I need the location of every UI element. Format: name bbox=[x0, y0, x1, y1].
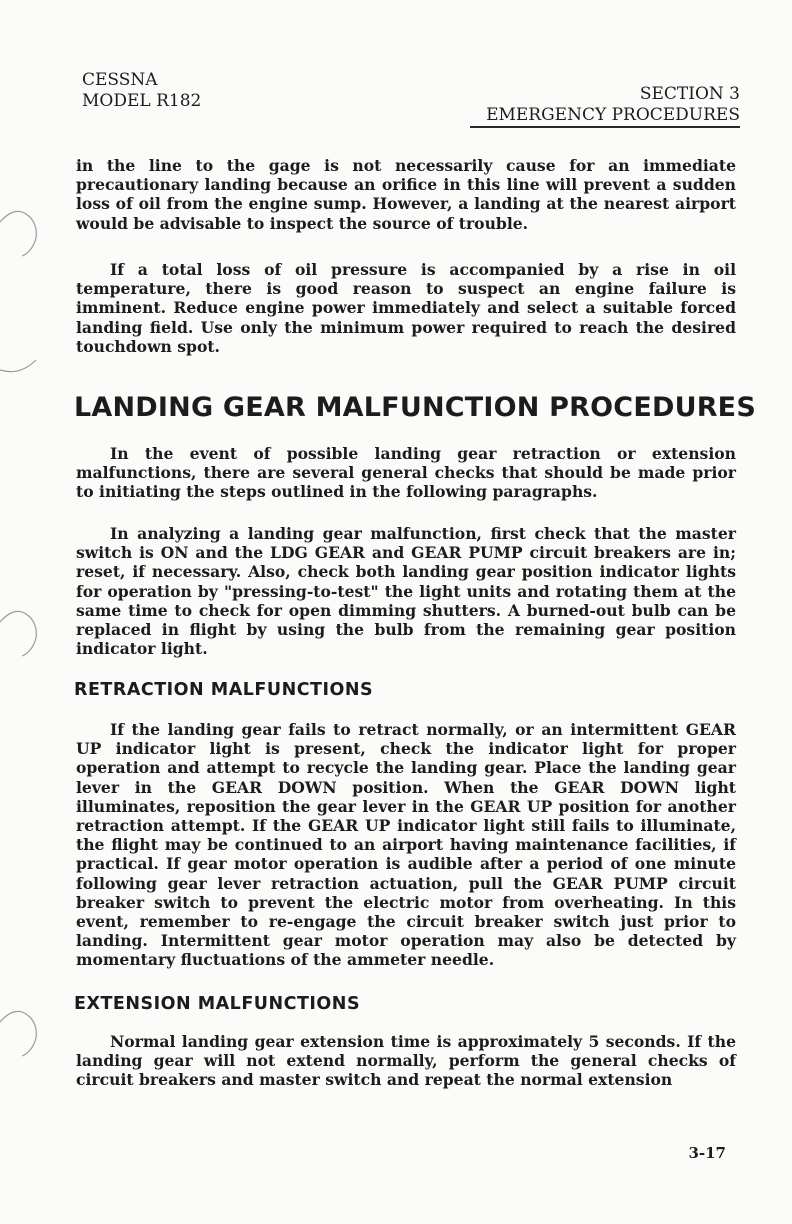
binding-hole-mark bbox=[0, 1000, 40, 1060]
paragraph-text: In analyzing a landing gear malfunction, first check that the master switch is ON and the LDG GEAR and GEAR PUMP circuit breakers are in; reset, if necessary. Also, check both landing gear position indicator lights for operation by "pressing-to-test" the light units and rotating them at the same time to check for open dimming shutters. A burned-out bulb can be replaced in flight by using the bulb from the remaining gear position indicator light. bbox=[76, 524, 736, 659]
paragraph-oil-pressure bbox=[76, 260, 736, 356]
binding-hole-mark bbox=[0, 340, 40, 400]
page-number: 3-17 bbox=[688, 1144, 726, 1162]
header-rule bbox=[470, 126, 740, 128]
paragraph-general-checks bbox=[76, 444, 736, 502]
binding-hole-mark bbox=[0, 200, 40, 260]
main-heading: LANDING GEAR MALFUNCTION PROCEDURES bbox=[74, 392, 756, 423]
paragraph-text: in the line to the gage is not necessarily cause for an immediate precautionary landing because an orifice in this line will prevent a sudden loss of oil from the engine sump. However, a landing at the nearest airport would be advisable to inspect the source of trouble. bbox=[76, 156, 736, 233]
section-title: EMERGENCY PROCEDURES bbox=[486, 105, 740, 125]
binding-hole-mark bbox=[0, 600, 40, 660]
section-number: SECTION 3 bbox=[639, 84, 740, 104]
header-right bbox=[486, 84, 740, 126]
paragraph-text: In the event of possible landing gear retraction or extension malfunctions, there are several general checks that should be made prior to initiating the steps outlined in the following paragraphs. bbox=[76, 444, 736, 502]
manufacturer-label: CESSNA bbox=[82, 70, 158, 90]
paragraph-oil-line bbox=[76, 156, 736, 233]
extension-heading: EXTENSION MALFUNCTIONS bbox=[74, 994, 361, 1014]
retraction-heading: RETRACTION MALFUNCTIONS bbox=[74, 680, 374, 700]
paragraph-text: Normal landing gear extension time is approximately 5 seconds. If the landing gear will not extend normally, perform the general checks of circuit breakers and master switch and repeat the normal extension bbox=[76, 1032, 736, 1090]
paragraph-extension bbox=[76, 1032, 736, 1090]
header-left bbox=[82, 70, 201, 112]
paragraph-text: If the landing gear fails to retract normally, or an intermittent GEAR UP indicator light is present, check the indicator light for proper operation and attempt to recycle the landing gear. Place the landing gear lever in the GEAR DOWN position. When the GEAR DOWN light illuminates, reposition the gear lever in the GEAR UP position for another retraction attempt. If the GEAR UP indicator light still fails to illuminate, the flight may be continued to an airport having maintenance facilities, if practical. If gear motor operation is audible after a period of one minute following gear lever retraction actuation, pull the GEAR PUMP circuit breaker switch to prevent the electric motor from overheating. In this event, remember to re-engage the circuit breaker switch just prior to landing. Intermittent gear motor operation may also be detected by momentary fluctuations of the ammeter needle. bbox=[76, 720, 736, 970]
paragraph-text: If a total loss of oil pressure is accompanied by a rise in oil temperature, there is good reason to suspect an engine failure is imminent. Reduce engine power immediately and select a suitable forced landing field. Use only the minimum power required to reach the desired touchdown spot. bbox=[76, 260, 736, 356]
paragraph-retraction bbox=[76, 720, 736, 970]
model-label: MODEL R182 bbox=[82, 91, 202, 111]
paragraph-analyzing bbox=[76, 524, 736, 658]
